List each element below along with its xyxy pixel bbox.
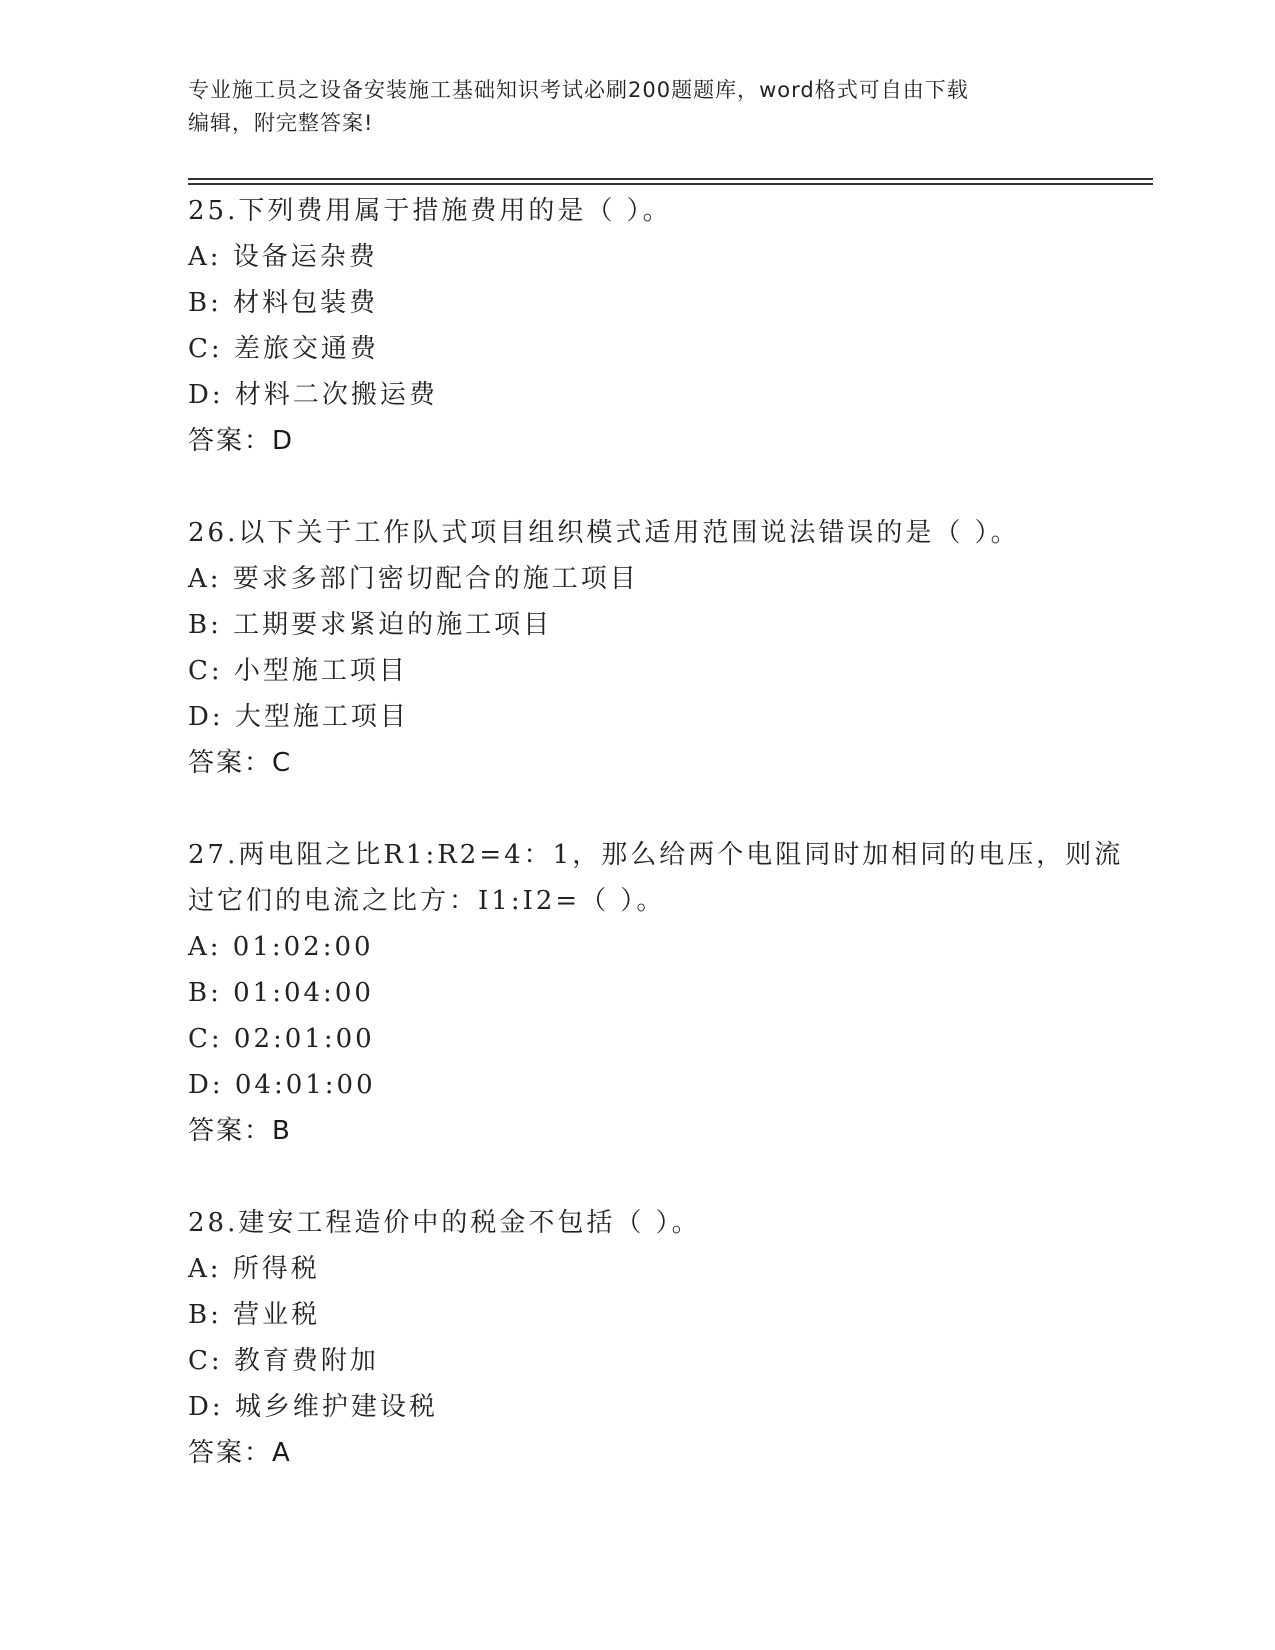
question-stem-line-2: 过它们的电流之比方：I1:I2=（ ）。	[188, 886, 666, 916]
option-d: D: 材料二次搬运费	[188, 380, 438, 410]
header-line-1: 专业施工员之设备安装施工基础知识考试必刷200题题库，word格式可自由下载	[188, 78, 969, 102]
option-d: D: 04:01:00	[188, 1070, 376, 1100]
option-b: B: 材料包装费	[188, 288, 379, 318]
question-27	[188, 832, 1124, 1154]
option-b: B: 工期要求紧迫的施工项目	[188, 610, 553, 640]
question-26	[188, 510, 1088, 786]
option-a: A: 01:02:00	[188, 932, 374, 962]
question-stem-line-1: 27.两电阻之比R1:R2=4：1，那么给两个电阻同时加相同的电压，则流	[188, 840, 1124, 870]
question-25	[188, 188, 1088, 464]
option-b: B: 01:04:00	[188, 978, 374, 1008]
question-28	[188, 1200, 1088, 1476]
option-d: D: 城乡维护建设税	[188, 1392, 438, 1422]
question-stem: 26.以下关于工作队式项目组织模式适用范围说法错误的是（ ）。	[188, 518, 1020, 548]
option-a: A: 设备运杂费	[188, 242, 378, 272]
option-c: C: 教育费附加	[188, 1346, 379, 1376]
option-a: A: 所得税	[188, 1254, 320, 1284]
option-c: C: 02:01:00	[188, 1024, 375, 1054]
answer: 答案：C	[188, 748, 293, 778]
option-c: C: 差旅交通费	[188, 334, 379, 364]
header-divider-bottom	[188, 183, 1153, 185]
header-line-2: 编辑，附完整答案!	[188, 111, 374, 135]
question-stem: 25.下列费用属于措施费用的是（ ）。	[188, 196, 672, 226]
option-b: B: 营业税	[188, 1300, 321, 1330]
option-d: D: 大型施工项目	[188, 702, 409, 732]
answer: 答案：D	[188, 426, 295, 456]
header-divider-top	[188, 178, 1153, 180]
question-stem: 28.建安工程造价中的税金不包括（ ）。	[188, 1208, 701, 1238]
answer: 答案：A	[188, 1438, 292, 1468]
answer: 答案：B	[188, 1116, 292, 1146]
document-header	[188, 74, 1088, 140]
option-a: A: 要求多部门密切配合的施工项目	[188, 564, 639, 594]
option-c: C: 小型施工项目	[188, 656, 408, 686]
